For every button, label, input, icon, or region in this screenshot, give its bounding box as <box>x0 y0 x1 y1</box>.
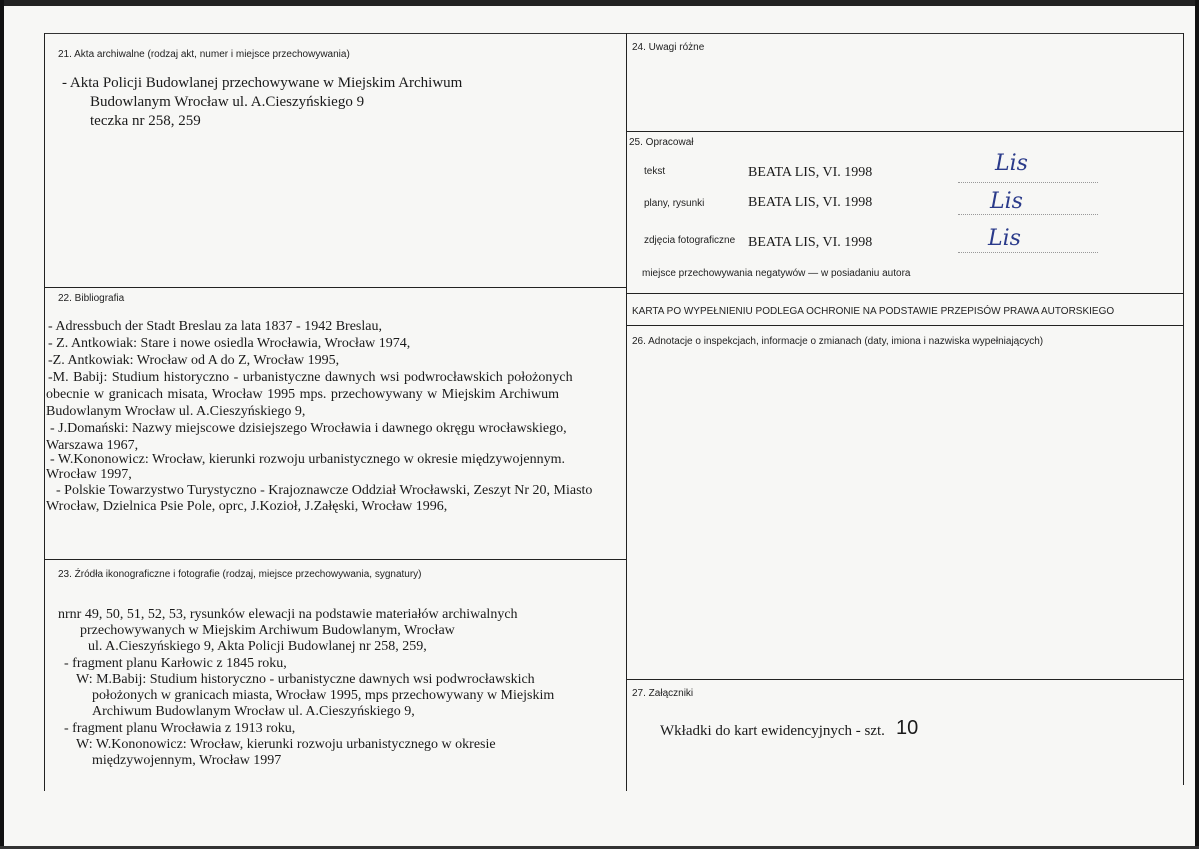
source-line: położonych w granicach miasta, Wrocław 1995, mps przechowywany w Miejskim <box>92 688 555 703</box>
prepared-row-value: BEATA LIS, VI. 1998 <box>748 165 873 180</box>
bibliography-line: Budowlanym Wrocław ul. A.Cieszyńskiego 9, <box>46 404 306 419</box>
divider-21-22 <box>44 287 627 288</box>
form-top-border <box>44 33 1184 34</box>
divider-24-25 <box>626 131 1184 132</box>
right-column-border <box>1183 33 1184 785</box>
source-line: przechowywanych w Miejskim Archiwum Budowlanym, Wrocław <box>80 623 455 638</box>
divider-22-23 <box>44 559 627 560</box>
source-line: - fragment planu Wrocławia z 1913 roku, <box>64 721 296 736</box>
handwritten-signature: Lis <box>990 189 1023 214</box>
bibliography-line: - Z. Antkowiak: Stare i nowe osiedla Wrocławia, Wrocław 1974, <box>48 336 411 351</box>
source-line: nrnr 49, 50, 51, 52, 53, rysunków elewacji na podstawie materiałów archiwalnych <box>58 607 518 622</box>
archival-line: - Akta Policji Budowlanej przechowywane w Miejskim Archiwum <box>62 75 463 91</box>
section-26-label: 26. Adnotacje o inspekcjach, informacje o zmianach (daty, imiona i nazwiska wypełniających) <box>632 336 1044 347</box>
bibliography-line: -M. Babij: Studium historyczno - urbanistyczne dawnych wsi podwrocławskich położonych <box>48 370 573 385</box>
section-21-label: 21. Akta archiwalne (rodzaj akt, numer i miejsce przechowywania) <box>58 49 350 60</box>
bibliography-line: - Adressbuch der Stadt Breslau za lata 1837 - 1942 Breslau, <box>48 319 382 334</box>
source-line: W: W.Kononowicz: Wrocław, kierunki rozwoju urbanistycznego w okresie <box>76 737 496 752</box>
section-22-label: 22. Bibliografia <box>58 293 125 304</box>
handwritten-signature: Lis <box>995 151 1028 176</box>
attachments-count: 10 <box>896 717 919 739</box>
prepared-row-label: zdjęcia fotograficzne <box>644 235 736 246</box>
divider-26-27 <box>626 679 1184 680</box>
bibliography-line: Wrocław, Dzielnica Psie Pole, oprc, J.Kozioł, J.Załęski, Wrocław 1996, <box>46 499 448 514</box>
prepared-row-label: plany, rysunki <box>644 198 705 209</box>
divider-notice-26 <box>626 325 1184 326</box>
section-23-label: 23. Źródła ikonograficzne i fotografie (rodzaj, miejsce przechowywania, sygnatury) <box>58 569 422 580</box>
scan-edge-left <box>0 0 4 849</box>
section-24-label: 24. Uwagi różne <box>632 42 705 53</box>
bibliography-line: - W.Kononowicz: Wrocław, kierunki rozwoju urbanistycznego w okresie międzywojennym. <box>50 452 565 467</box>
left-column-border <box>44 33 45 791</box>
signature-line <box>958 182 1098 183</box>
source-line: - fragment planu Karłowic z 1845 roku, <box>64 656 287 671</box>
bibliography-line: - J.Domański: Nazwy miejscowe dzisiejszego Wrocławia i dawnego okręgu wrocławskiego, <box>50 421 567 436</box>
handwritten-signature: Lis <box>988 226 1021 251</box>
section-27-label: 27. Załączniki <box>632 688 694 699</box>
prepared-row-value: BEATA LIS, VI. 1998 <box>748 195 873 210</box>
bibliography-line: obecnie w granicach misata, Wrocław 1995 mps. przechowywany w Miejskim Archiwum <box>46 387 560 402</box>
bibliography-line: -Z. Antkowiak: Wrocław od A do Z, Wrocław 1995, <box>48 353 340 368</box>
bibliography-line: Wrocław 1997, <box>46 467 132 482</box>
attachments-text: Wkładki do kart ewidencyjnych - szt. <box>660 723 885 739</box>
source-line: W: M.Babij: Studium historyczno - urbanistyczne dawnych wsi podwrocławskich <box>76 672 535 687</box>
archival-line: Budowlanym Wrocław ul. A.Cieszyńskiego 9 <box>90 94 365 110</box>
source-line: Archiwum Budowlanym Wrocław ul. A.Cieszyńskiego 9, <box>92 704 415 719</box>
column-divider <box>626 33 627 791</box>
archival-line: teczka nr 258, 259 <box>90 113 201 129</box>
signature-line <box>958 252 1098 253</box>
prepared-row-value: BEATA LIS, VI. 1998 <box>748 235 873 250</box>
bibliography-line: Warszawa 1967, <box>46 438 139 453</box>
divider-25-notice <box>626 293 1184 294</box>
signature-line <box>958 214 1098 215</box>
copyright-notice: KARTA PO WYPEŁNIENIU PODLEGA OCHRONIE NA PODSTAWIE PRZEPISÓW PRAWA AUTORSKIEGO <box>632 306 1115 317</box>
section-25-label: 25. Opracował <box>629 137 694 148</box>
scan-edge-top <box>0 0 1199 6</box>
bibliography-line: - Polskie Towarzystwo Turystyczno - Krajoznawcze Oddział Wrocławski, Zeszyt Nr 20, Miasto <box>56 483 593 498</box>
scan-edge-right <box>1195 0 1199 849</box>
negatives-location: miejsce przechowywania negatywów — w posiadaniu autora <box>642 268 911 279</box>
prepared-row-label: tekst <box>644 166 666 177</box>
source-line: ul. A.Cieszyńskiego 9, Akta Policji Budowlanej nr 258, 259, <box>88 639 427 654</box>
source-line: międzywojennym, Wrocław 1997 <box>92 753 282 768</box>
